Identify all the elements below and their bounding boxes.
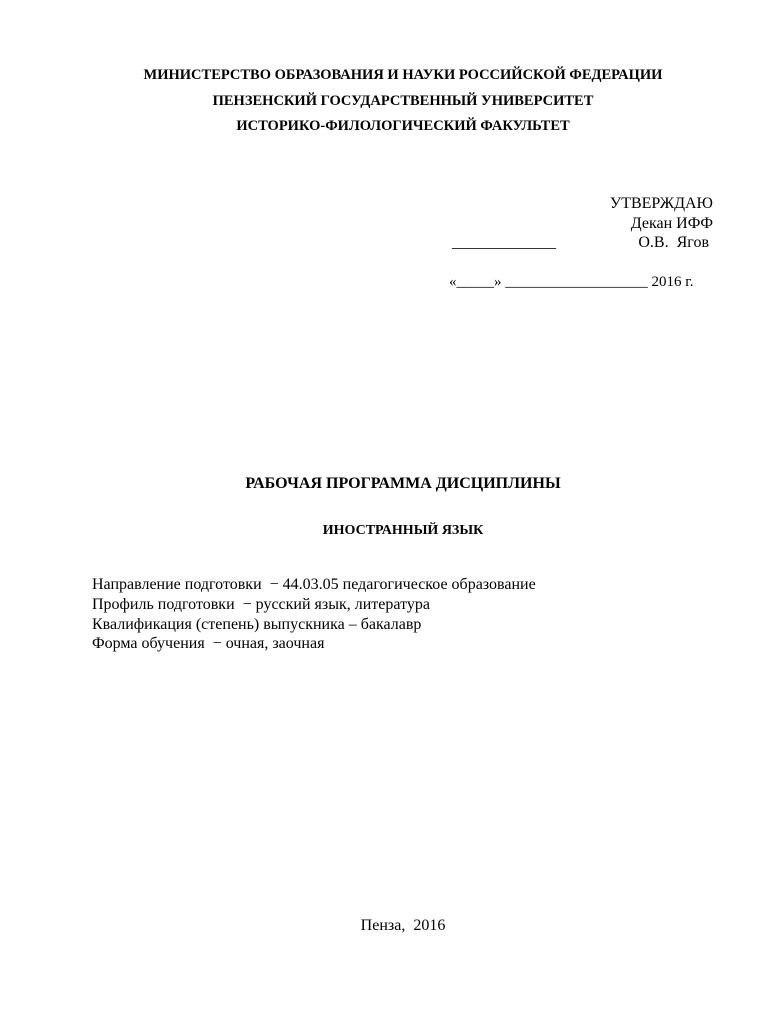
discipline-name: ИНОСТРАННЫЙ ЯЗЫК bbox=[322, 523, 484, 538]
signature-line: _____________ bbox=[452, 234, 556, 251]
qualification-line: Квалификация (степень) выпускника – бакалавр bbox=[92, 616, 422, 633]
direction-line: Направление подготовки − 44.03.05 педагогическое образование bbox=[92, 576, 536, 593]
dean-position: Декан ИФФ bbox=[630, 215, 713, 232]
dean-name: О.В. Ягов bbox=[638, 234, 709, 251]
study-form-line: Форма обучения − очная, заочная bbox=[92, 635, 325, 652]
approval-word: УТВЕРЖДАЮ bbox=[609, 195, 713, 212]
faculty-heading: ИСТОРИКО-ФИЛОЛОГИЧЕСКИЙ ФАКУЛЬТЕТ bbox=[236, 118, 570, 134]
document-title: РАБОЧАЯ ПРОГРАММА ДИСЦИПЛИНЫ bbox=[245, 475, 561, 492]
approval-date-line: «_____» ___________________ 2016 г. bbox=[449, 274, 694, 290]
city-year: Пенза, 2016 bbox=[360, 917, 446, 934]
university-heading: ПЕНЗЕНСКИЙ ГОСУДАРСТВЕННЫЙ УНИВЕРСИТЕТ bbox=[212, 93, 594, 109]
profile-line: Профиль подготовки − русский язык, литература bbox=[92, 596, 430, 613]
ministry-heading: МИНИСТЕРСТВО ОБРАЗОВАНИЯ И НАУКИ РОССИЙСКОЙ ФЕДЕРАЦИИ bbox=[143, 67, 663, 83]
